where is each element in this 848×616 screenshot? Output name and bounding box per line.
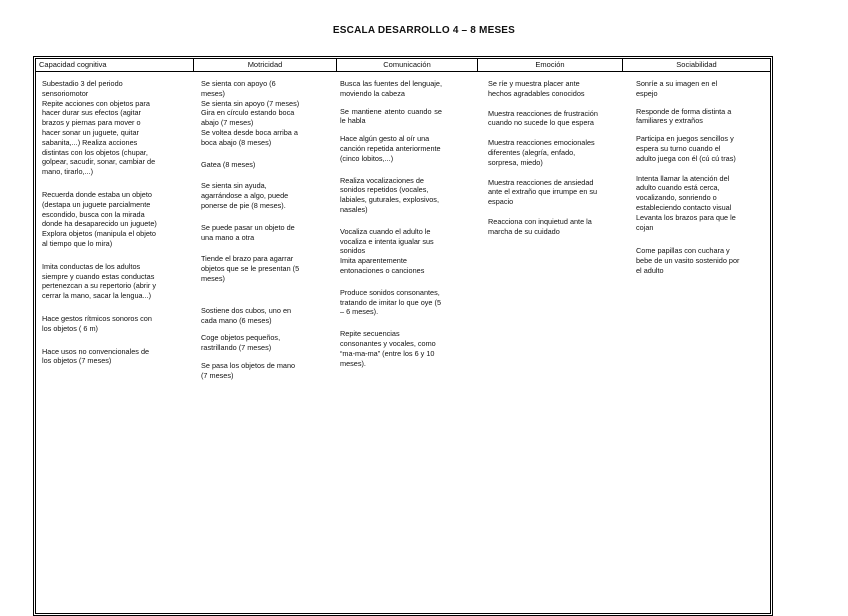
list-item: Se voltea desde boca arriba a boca abajo (8 meses) xyxy=(201,127,298,147)
list-item: Sonríe a su imagen en el espejo xyxy=(636,79,718,98)
list-item: Repite acciones con objetos para hacer durar sus efectos (agitar brazos y piernas para mover o hacer sonar un juguete, quitar sabanita,...) Realiza acciones distintas con los objetos (chupar, golpear, sacudir, sonar, cambiar de mano, tirarlo,...) xyxy=(42,98,156,177)
header-communication: Comunicación xyxy=(383,60,431,69)
list-item: Se sienta sin ayuda, agarrándose a algo, puede ponerse de pie (8 meses). xyxy=(201,181,289,210)
list-item: Busca las fuentes del lenguaje, moviendo la cabeza xyxy=(340,79,442,98)
list-item: Muestra reacciones emocionales diferentes (alegría, enfado, sorpresa, miedo) xyxy=(488,138,595,167)
list-item: Responde de forma distinta a familiares y extraños xyxy=(636,106,732,126)
header-cognitive: Capacidad cognitiva xyxy=(39,60,107,69)
list-item: Sostiene dos cubos, uno en cada mano (6 meses) xyxy=(201,305,292,325)
column-cognitive xyxy=(42,79,160,372)
list-item: Muestra reacciones de frustración cuando no sucede lo que espera xyxy=(488,108,598,128)
list-item: Vocaliza cuando el adulto le vocaliza e intenta igualar sus sonidos xyxy=(340,226,434,256)
column-emotion xyxy=(488,79,600,243)
list-item: Muestra reacciones de ansiedad ante el extraño que irrumpe en su espacio xyxy=(488,177,598,207)
list-item: Coge objetos pequeños, rastrillando (7 meses) xyxy=(201,333,281,353)
list-item: Imita conductas de los adultos siempre y cuando estas conductas pertenezcan a su repertorio (abrir y cerrar la mano, sacar la lengua...) xyxy=(42,261,156,301)
header-sociability: Sociabilidad xyxy=(676,60,717,69)
list-item: Hace gestos rítmicos sonoros con los objetos ( 6 m) xyxy=(42,313,152,333)
list-item: Repite secuencias consonantes y vocales, como “ma-ma-ma” (entre los 6 y 10 meses). xyxy=(340,329,436,368)
list-item: Intenta llamar la atención del adulto cuando está cerca, vocalizando, sonriendo o estableciendo contacto visual xyxy=(636,173,732,212)
list-item: Se pasa los objetos de mano (7 meses) xyxy=(201,360,296,380)
list-item: Come papillas con cuchara y bebe de un vasito sostenido por el adulto xyxy=(636,246,740,275)
column-communication xyxy=(340,79,442,374)
list-item: Gatea (8 meses) xyxy=(201,159,256,169)
column-sociability xyxy=(636,79,740,282)
list-item: Tiende el brazo para agarrar objetos que se le presentan (5 meses) xyxy=(201,254,300,283)
list-item: Realiza vocalizaciones de sonidos repetidos (vocales, labiales, guturales, explosivos, nasales) xyxy=(340,175,439,214)
list-item: Participa en juegos sencillos y espera su turno cuando el adulto juega con él (cú cú tras) xyxy=(636,134,736,163)
column-motor xyxy=(201,79,301,387)
development-scale-table xyxy=(33,56,773,616)
list-item: Hace algún gesto al oír una canción repetida anteriormente (cinco lobitos,...) xyxy=(340,134,441,163)
list-item: Reacciona con inquietud ante la marcha de su cuidado xyxy=(488,216,592,236)
table-header-row xyxy=(36,59,770,72)
header-motor: Motricidad xyxy=(247,60,283,69)
list-item: Gira en círculo estando boca abajo (7 meses) xyxy=(201,108,295,128)
list-item: Imita aparentemente entonaciones o canciones xyxy=(340,256,425,275)
list-item: Levanta los brazos para que le cojan xyxy=(636,212,736,232)
list-item: Se ríe y muestra placer ante hechos agradables conocidos xyxy=(488,79,585,98)
list-item: Subestadio 3 del periodo sensoriomotor xyxy=(42,79,123,98)
list-item: Hace usos no convencionales de los objetos (7 meses) xyxy=(42,346,150,366)
header-emotion: Emoción xyxy=(535,60,565,69)
list-item: Se sienta con apoyo (6 meses) xyxy=(201,79,276,98)
list-item: Se puede pasar un objeto de una mano a otra xyxy=(201,222,295,242)
list-item: Se sienta sin apoyo (7 meses) xyxy=(201,98,300,108)
list-item: Produce sonidos consonantes, tratando de imitar lo que oye (5 – 6 meses). xyxy=(340,287,441,317)
list-item: Se mantiene atento cuando se le habla xyxy=(340,106,442,126)
list-item: Recuerda donde estaba un objeto (destapa un juguete parcialmente escondido, busca con la mirada donde ha desaparecido un juguete) Explora objetos (manipula el objeto al tiempo que lo mira) xyxy=(42,189,157,248)
document-title: ESCALA DESARROLLO 4 – 8 MESES xyxy=(332,25,516,36)
